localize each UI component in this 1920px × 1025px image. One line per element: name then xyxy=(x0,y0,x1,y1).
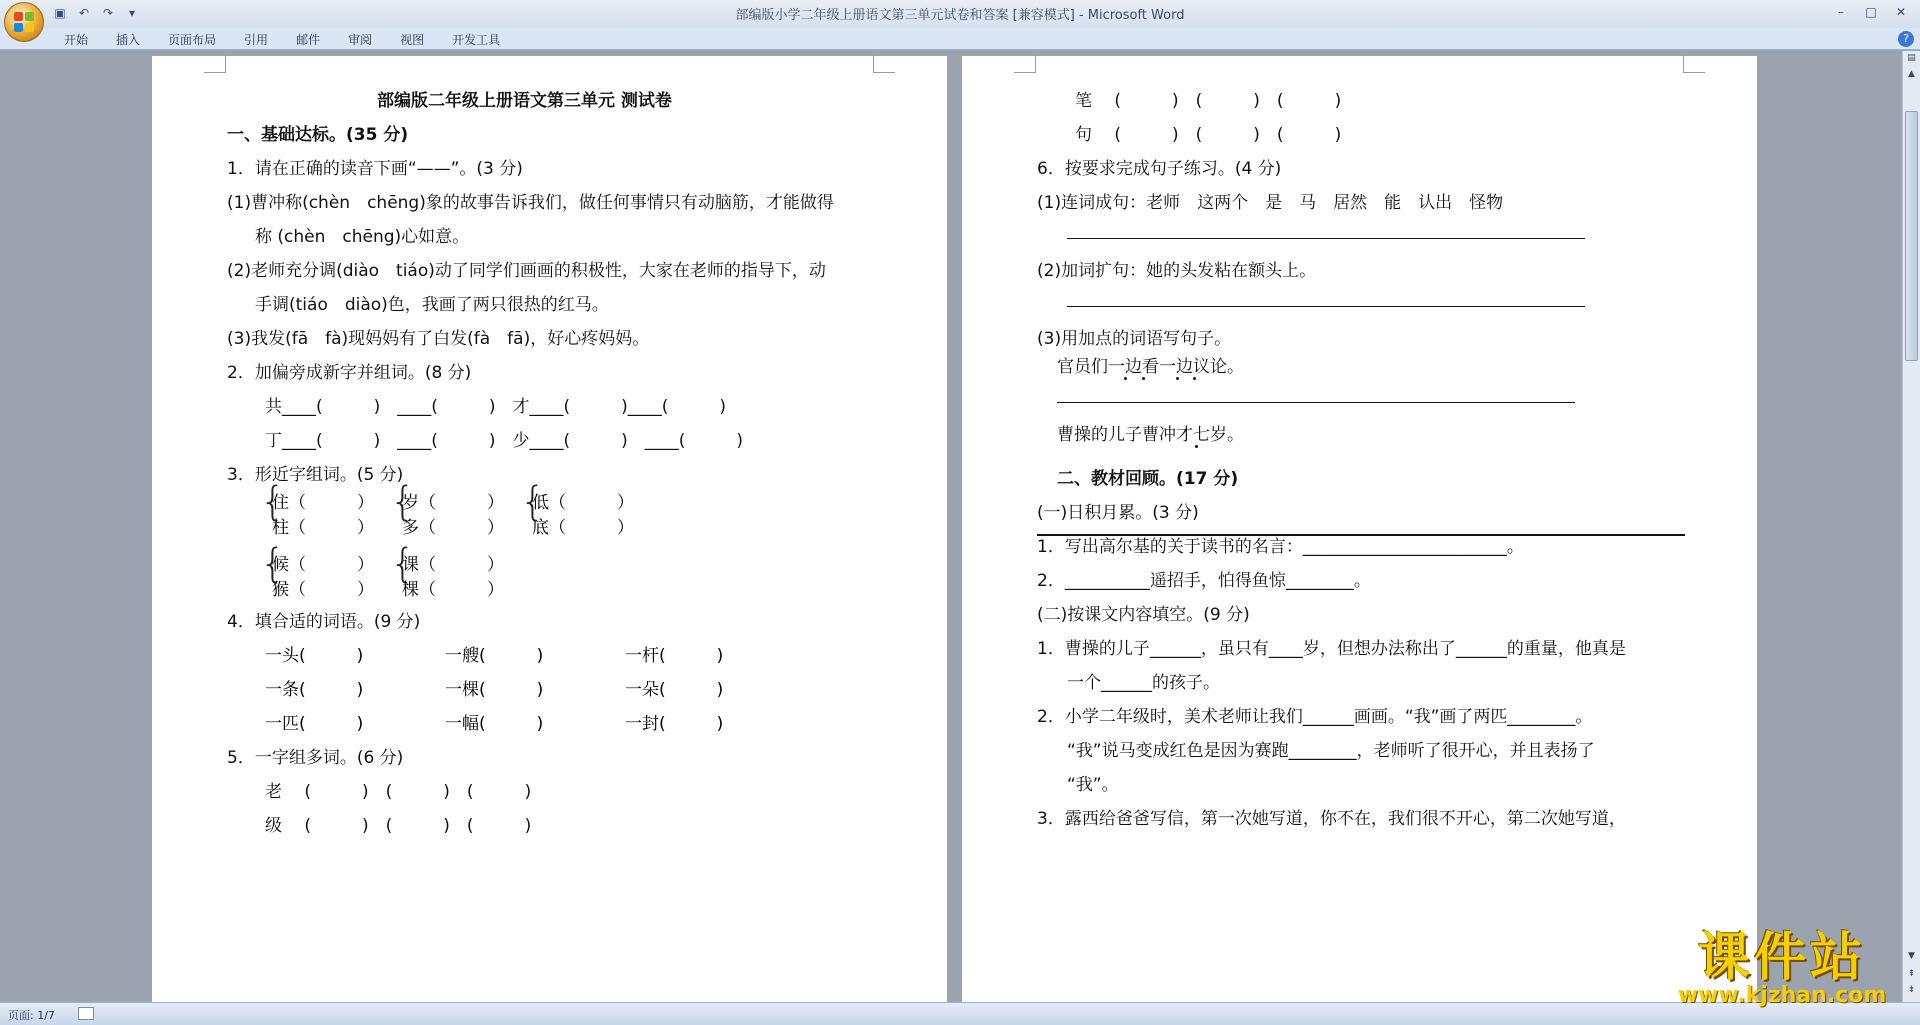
document-page-2[interactable] xyxy=(962,56,1757,1002)
question-5-row-1: 老 ( ) ( ) ( ) xyxy=(265,782,532,802)
brace-icon: { xyxy=(260,479,286,525)
document-page-1[interactable] xyxy=(152,56,947,1002)
q4-item: 一杆( ) xyxy=(625,646,724,666)
recall-2: 2．__________遥招手，怕得鱼惊________。 xyxy=(1037,571,1371,591)
emphasis-dot xyxy=(1124,377,1127,380)
q4-item: 一条( ) xyxy=(265,680,364,700)
question-5: 5．一字组多词。(6 分) xyxy=(227,748,404,768)
answer-line[interactable] xyxy=(1067,238,1585,239)
margin-corner xyxy=(204,55,226,73)
maximize-button[interactable]: □ xyxy=(1865,5,1877,19)
tab-developer[interactable]: 开发工具 xyxy=(452,33,501,47)
window-controls xyxy=(1828,3,1914,21)
fill-1-line2: 一个______的孩子。 xyxy=(1067,673,1220,693)
question-2: 2．加偏旁成新字并组词。(8 分) xyxy=(227,363,472,383)
answer-line[interactable] xyxy=(1067,306,1585,307)
save-icon[interactable]: ▣ xyxy=(54,6,66,20)
q4-item: 一朵( ) xyxy=(625,680,724,700)
ribbon-tabs xyxy=(0,28,1920,50)
fill-2-line3: “我”。 xyxy=(1067,775,1119,795)
margin-corner xyxy=(1683,55,1705,73)
tab-view[interactable]: 视图 xyxy=(400,33,425,47)
quick-access-toolbar xyxy=(50,4,142,22)
question-6-a: (1)连词成句：老师 这两个 是 马 居然 能 认出 怪物 xyxy=(1037,193,1504,213)
answer-line[interactable] xyxy=(1057,402,1575,403)
spelling-check-icon[interactable] xyxy=(78,1007,94,1020)
q4-item: 一幅( ) xyxy=(445,714,544,734)
emphasis-dot xyxy=(1176,377,1179,380)
vertical-scrollbar[interactable] xyxy=(1902,51,1920,1002)
question-1-a-line2: 称 (chèn chēng)心如意。 xyxy=(255,227,470,247)
question-5-row-2: 级 ( ) ( ) ( ) xyxy=(265,816,532,836)
help-icon[interactable]: ? xyxy=(1898,31,1914,47)
office-button[interactable] xyxy=(4,2,44,42)
q3-item: 底（ ） xyxy=(532,518,634,538)
tab-insert[interactable]: 插入 xyxy=(116,33,141,47)
question-1: 1．请在正确的读音下画“——”。(3 分) xyxy=(227,159,523,179)
question-1-a-line1: (1)曹冲称(chèn chēng)象的故事告诉我们，做任何事情只有动脑筋，才能做得 xyxy=(227,193,834,213)
next-page-icon[interactable]: ⇟ xyxy=(1907,985,1916,995)
q3-item: 住（ ） xyxy=(272,493,374,513)
question-4: 4．填合适的词语。(9 分) xyxy=(227,612,421,632)
brace-icon: { xyxy=(390,541,416,587)
page-count[interactable]: 页面: 1/7 xyxy=(8,1009,55,1022)
question-2-row-2: 丁____( ) ____( ) 少____( ) ____( ) xyxy=(265,431,744,451)
q4-item: 一匹( ) xyxy=(265,714,364,734)
margin-corner xyxy=(873,55,895,73)
tab-page-layout[interactable]: 页面布局 xyxy=(168,33,217,47)
brace-icon: { xyxy=(260,541,286,587)
window-title: 部编版小学二年级上册语文第三单元试卷和答案 [兼容模式] - Microsoft Word xyxy=(735,8,1185,23)
question-6-c-example-2: 曹操的儿子曹冲才七岁。 xyxy=(1057,425,1244,445)
question-6-c-example-1: 官员们一边看一边议论。 xyxy=(1057,357,1244,377)
emphasis-dot xyxy=(1142,377,1145,380)
scrollbar-thumb[interactable] xyxy=(1905,111,1918,361)
customize-icon[interactable]: ▾ xyxy=(128,6,136,20)
redo-icon[interactable]: ↷ xyxy=(102,6,114,20)
q3-item: 候（ ） xyxy=(272,555,374,575)
q3-item: 低（ ） xyxy=(532,493,634,513)
q4-item: 一艘( ) xyxy=(445,646,544,666)
question-5-row-4: 句 ( ) ( ) ( ) xyxy=(1075,125,1342,145)
section-heading: 二、教材回顾。(17 分) xyxy=(1057,469,1239,489)
tab-references[interactable]: 引用 xyxy=(244,33,269,47)
emphasis-dot xyxy=(1195,445,1198,448)
q4-item: 一头( ) xyxy=(265,646,364,666)
q3-item: 课（ ） xyxy=(402,555,504,575)
tab-mailings[interactable]: 邮件 xyxy=(296,33,321,47)
title-bar xyxy=(0,0,1920,28)
close-button[interactable]: ✕ xyxy=(1895,5,1907,19)
brace-icon: { xyxy=(390,479,416,525)
office-logo-icon xyxy=(14,12,34,32)
watermark-url: www.kjzhan.com xyxy=(1677,983,1887,1008)
question-6-b: (2)加词扩句：她的头发粘在额头上。 xyxy=(1037,261,1317,281)
fill-1-line1: 1．曹操的儿子______，虽只有____岁，但想办法称出了______的重量，他真是 xyxy=(1037,639,1626,659)
fill-3-line1: 3．露西给爸爸写信，第一次她写道，你不在，我们很不开心，第二次她写道， xyxy=(1037,809,1626,829)
q3-item: 猴（ ） xyxy=(272,580,374,600)
page-title: 部编版二年级上册语文第三单元 测试卷 xyxy=(377,91,672,111)
q3-item: 岁（ ） xyxy=(402,493,504,513)
section-heading: 一、基础达标。(35 分) xyxy=(227,125,409,145)
q3-item: 棵（ ） xyxy=(402,580,504,600)
question-3: 3．形近字组词。(5 分) xyxy=(227,465,404,485)
question-2-row-1: 共____( ) ____( ) 才____( )____( ) xyxy=(265,397,727,417)
fill-2-line1: 2．小学二年级时，美术老师让我们______画画。“我”画了两匹________。 xyxy=(1037,707,1593,727)
margin-corner xyxy=(1014,55,1036,73)
q4-item: 一棵( ) xyxy=(445,680,544,700)
tab-home[interactable]: 开始 xyxy=(64,33,89,47)
watermark-text: 课件站 xyxy=(1697,928,1866,988)
previous-page-icon[interactable]: ⇞ xyxy=(1907,969,1916,979)
minimize-button[interactable]: – xyxy=(1838,5,1844,19)
q4-item: 一封( ) xyxy=(625,714,724,734)
q3-item: 柱（ ） xyxy=(272,518,374,538)
question-1-b-line1: (2)老师充分调(diào tiáo)动了同学们画画的积极性，大家在老师的指导下，动 xyxy=(227,261,826,281)
question-6: 6．按要求完成句子练习。(4 分) xyxy=(1037,159,1282,179)
tab-review[interactable]: 审阅 xyxy=(348,33,373,47)
watermark-logo xyxy=(1662,928,1902,1008)
brace-icon: { xyxy=(520,479,546,525)
subsection-a: (一)日积月累。(3 分) xyxy=(1037,503,1199,523)
question-1-c: (3)我发(fā fà)现妈妈有了白发(fà fā)，好心疼妈妈。 xyxy=(227,329,650,349)
subsection-b: (二)按课文内容填空。(9 分) xyxy=(1037,605,1250,625)
status-bar xyxy=(0,1002,1920,1025)
ruler-toggle-icon[interactable]: ▤ xyxy=(1907,53,1916,63)
scroll-up-icon[interactable]: ▲ xyxy=(1908,69,1915,79)
document-workspace xyxy=(0,51,1902,1002)
scroll-down-icon[interactable]: ▼ xyxy=(1908,951,1915,961)
question-1-b-line2: 手调(tiáo diào)色，我画了两只很热的红马。 xyxy=(255,295,609,315)
q3-item: 多（ ） xyxy=(402,518,504,538)
question-6-c: (3)用加点的词语写句子。 xyxy=(1037,329,1232,349)
undo-icon[interactable]: ↶ xyxy=(78,6,90,20)
emphasis-dot xyxy=(1193,377,1196,380)
fill-2-line2: “我”说马变成红色是因为赛跑________，老师听了很开心，并且表扬了 xyxy=(1067,741,1595,761)
recall-1: 1．写出高尔基的关于读书的名言：________________________。 xyxy=(1037,537,1524,557)
question-5-row-3: 笔 ( ) ( ) ( ) xyxy=(1075,91,1342,111)
